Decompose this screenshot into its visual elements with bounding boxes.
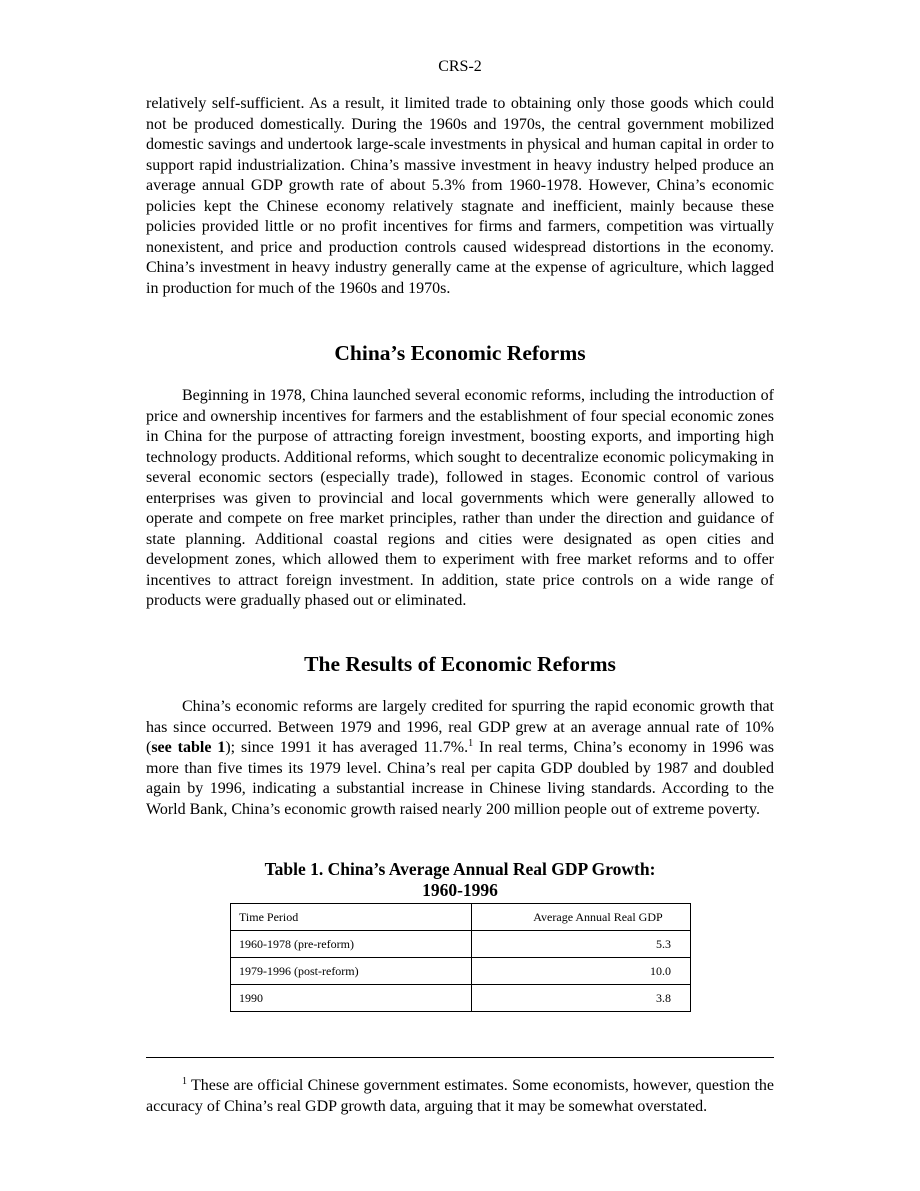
reforms-paragraph: Beginning in 1978, China launched several economic reforms, including the introduction of price and ownership incentives for farmers and the establishment of four special economic zones in China for the purpose of attracting foreign investment, boosting exports, and importing high technology products. Additional reforms, which sought to decentralize economic policymaking in several economic sectors (especially trade), followed in stages. Economic control of various enterprises was given to provincial and local governments which were generally allowed to operate and compete on free market principles, rather than under the direction and guidance of state planning. Additional coastal regions and cities were designated as open cities and development zones, which allowed them to experiment with free market reforms and to offer incentives to attract foreign investment. In addition, state price controls on a wide range of products were gradually phased out or eliminated. bbox=[146, 387, 774, 609]
footnote-marker: 1 bbox=[468, 738, 474, 749]
table-cell-period: 1990 bbox=[231, 985, 472, 1012]
results-text-part2: ); since 1991 it has averaged 11.7%. bbox=[225, 739, 469, 756]
table-caption-years: 1960-1996 bbox=[422, 880, 498, 900]
table-header-row bbox=[231, 904, 691, 931]
footnote-number: 1 bbox=[182, 1076, 187, 1087]
intro-paragraph: relatively self-sufficient. As a result, it limited trade to obtaining only those goods which could not be produced domestically. During the 1960s and 1970s, the central government mobilized domestic savings and undertook large-scale investments in physical and human capital in order to support rapid industrialization. China’s massive investment in heavy industry helped produce an average annual GDP growth rate of about 5.3% from 1960-1978. However, China’s economic policies kept the Chinese economy relatively stagnate and inefficient, mainly because these policies provided little or no profit incentives for firms and farmers, competition was virtually nonexistent, and price and production controls caused widespread distortions in the economy. China’s investment in heavy industry generally came at the expense of agriculture, which lagged in production for much of the 1960s and 1970s. bbox=[146, 95, 774, 297]
heading-results-of-reforms: The Results of Economic Reforms bbox=[304, 652, 616, 676]
table-row bbox=[231, 985, 691, 1012]
results-text-part3: In real terms, China’s economy in 1996 was more than five times its 1979 level. China’s real per capita GDP doubled by 1987 and doubled again by 1996, indicating a substantial increase in Chinese living standards. According to the World Bank, China’s economic growth raised nearly 200 million people out of extreme poverty. bbox=[146, 739, 775, 818]
footnote bbox=[146, 1076, 774, 1117]
table-cell-period: 1960-1978 (pre-reform) bbox=[231, 931, 472, 958]
column-header-real-gdp: Average Annual Real GDP bbox=[472, 904, 691, 931]
table-row bbox=[231, 931, 691, 958]
table-cell-value: 10.0 bbox=[472, 958, 691, 985]
table-cell-period: 1979-1996 (post-reform) bbox=[231, 958, 472, 985]
results-text-part1: China’s economic reforms are largely credited for spurring the rapid economic growth that has since occurred. Between 1979 and 1996, real GDP grew at an average annual rate of 10% ( bbox=[146, 698, 774, 756]
table-caption bbox=[146, 859, 774, 901]
table-reference: see table 1 bbox=[151, 739, 226, 756]
footnote-divider bbox=[146, 1057, 774, 1058]
column-header-time-period: Time Period bbox=[231, 904, 472, 931]
heading-economic-reforms: China’s Economic Reforms bbox=[334, 341, 586, 365]
table-row bbox=[231, 958, 691, 985]
table-cell-value: 3.8 bbox=[472, 985, 691, 1012]
gdp-growth-table bbox=[230, 903, 691, 1012]
results-paragraph bbox=[146, 697, 774, 820]
page-header: CRS-2 bbox=[438, 58, 482, 75]
table-caption-title: Table 1. China’s Average Annual Real GDP Growth: bbox=[264, 859, 656, 879]
footnote-text: These are official Chinese government estimates. Some economists, however, question the accuracy of China’s real GDP growth data, arguing that it may be somewhat overstated. bbox=[146, 1077, 774, 1115]
table-cell-value: 5.3 bbox=[472, 931, 691, 958]
